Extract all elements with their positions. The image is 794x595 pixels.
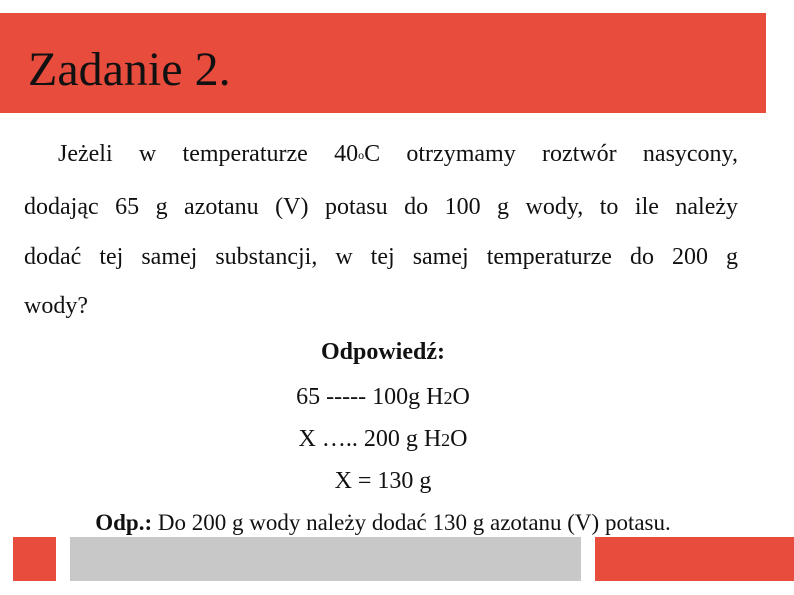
footer-gray-bar	[70, 537, 581, 581]
final-answer-text: Do 200 g wody należy dodać 130 g azotanu (V) potasu.	[152, 510, 671, 535]
final-answer-label: Odp.:	[95, 510, 153, 535]
equation-2-text: X ….. 200 g H	[298, 426, 442, 452]
equation-1	[0, 383, 766, 412]
degree-mark: o	[358, 148, 365, 162]
slide-title: Zadanie 2.	[28, 43, 231, 96]
question-line-1	[58, 140, 738, 169]
equation-1-tail: O	[452, 384, 470, 410]
question-line-1-end: C otrzymamy roztwór nasycony,	[364, 141, 739, 167]
equation-2-subscript: 2	[441, 430, 451, 450]
question-line-3: dodać tej samej substancji, w tej samej temperaturze do 200 g	[24, 244, 738, 270]
question-line-2: dodając 65 g azotanu (V) potasu do 100 g wody, to ile należy	[24, 194, 738, 220]
question-line-1-start: Jeżeli w temperaturze 40	[58, 141, 359, 167]
equation-2	[0, 425, 766, 454]
footer-red-block-left	[13, 537, 56, 581]
equation-2-tail: O	[450, 426, 468, 452]
final-answer	[0, 509, 766, 537]
equation-3: X = 130 g	[334, 468, 432, 494]
question-line-4: wody?	[24, 293, 88, 319]
answer-heading: Odpowiedź:	[320, 339, 445, 365]
equation-1-text: 65 ----- 100g H	[296, 384, 444, 410]
footer-red-block-right	[595, 537, 794, 581]
equation-1-subscript: 2	[443, 388, 453, 408]
